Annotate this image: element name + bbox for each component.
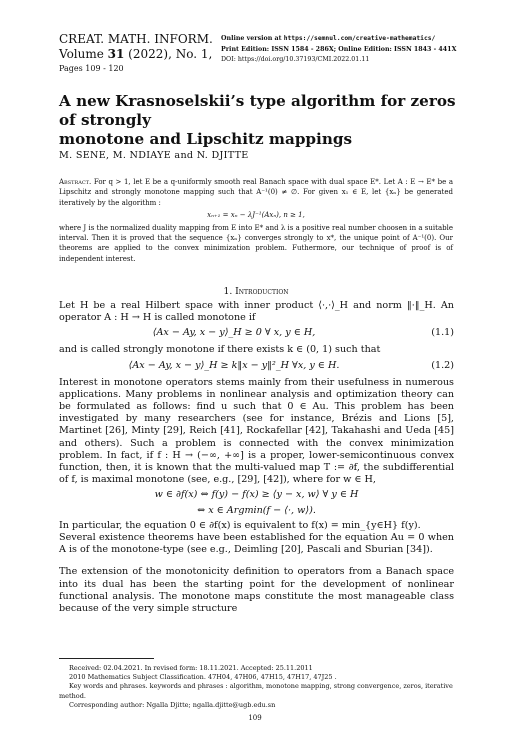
equation-1-1: ⟨Ax − Ay, x − y⟩_H ≥ 0 ∀ x, y ∈ H, (1.1) xyxy=(152,327,454,339)
abstract-label: Abstract. xyxy=(59,178,92,186)
doi-line[interactable]: DOI: https://doi.org/10.37193/CMI.2022.01.11 xyxy=(221,56,370,63)
publication-info xyxy=(221,34,481,66)
footnote-msc: 2010 Mathematics Subject Classification. 47H04, 47H06, 47H15, 47H17, 47J25 . xyxy=(69,673,337,682)
footnote-rule xyxy=(59,658,154,659)
paragraph-3: Interest in monotone operators stems mainly from their usefulness in numerous applications. Many problems in nonlinear analysis and optimization theory can be formulated as follows: find u such that 0 ∈ Au. This problem has been investigated by many researchers (see for instance, Brézis and Lions [5], Martinet [26], Minty [29], Reich [41], Rockafellar [42], Takahashi and Ueda [45] and others). Such a problem is connected with the convex minimization problem. In fact, if f : H → (−∞, +∞] is a proper, lower-semicontinuous convex function, then, it is known that the multi-valued map T := ∂f, the subdifferential of f, is maximal monotone (see, e.g., [29], [42]), where for w ∈ H, xyxy=(59,376,454,486)
paper-authors: M. SENE, M. NDIAYE and N. DJITTE xyxy=(59,150,249,161)
abstract-text-1: For q > 1, let E be a q-uniformly smooth real Banach space with dual space E*. Let A : E → E* be a Lipschitz and strongly monotone mapping such that A⁻¹(0) ≠ ∅. For given x₁ ∈ E, let {xₙ} be generated iteratively by the algorithm : xyxy=(59,178,453,207)
journal-name: CREAT. MATH. INFORM. xyxy=(59,32,213,46)
footnote-received: Received: 02.04.2021. In revised form: 18.11.2021. Accepted: 25.11.2011 xyxy=(69,664,313,672)
body-text xyxy=(59,300,454,615)
page-number: 109 xyxy=(248,714,262,722)
abstract-text-2: where J is the normalized duality mapping from E into E* and λ is a positive real number choosen in a suitable interval. Then it is proved that the sequence {xₙ} converges strongly to x*, the unique point of A⁻¹(0). Our theorems are applied to the convex minimization problem. Futhermore, our technique of proof is of independent interest. xyxy=(59,223,453,263)
online-version: Online version at https://semnul.com/creative-mathematics/ xyxy=(221,35,436,42)
footnote-corresponding: Corresponding author: Ngalla Djitte; ngalla.djitte@ugb.edu.sn xyxy=(69,700,276,709)
paragraph-1: Let H be a real Hilbert space with inner product ⟨·,·⟩_H and norm ‖·‖_H. An operator A : H → H is called monotone if xyxy=(59,300,454,324)
abstract xyxy=(59,177,453,264)
equation-subdifferential: w ∈ ∂f(x) ⇔ f(y) − f(x) ≥ ⟨y − x, w⟩ ∀ y ∈ H xyxy=(154,489,359,501)
journal-volume: Volume 31 (2022), No. 1, xyxy=(59,47,213,61)
journal-header xyxy=(59,32,219,75)
online-url[interactable]: https://semnul.com/creative-mathematics/ xyxy=(283,35,436,42)
journal-pages: Pages 109 - 120 xyxy=(59,64,124,73)
paragraph-4: In particular, the equation 0 ∈ ∂f(x) is equivalent to f(x) = min_{y∈H} f(y). xyxy=(59,519,421,531)
issn-line: Print Edition: ISSN 1584 - 286X; Online Edition: ISSN 1843 - 441X xyxy=(221,45,457,53)
paragraph-2: and is called strongly monotone if there exists k ∈ (0, 1) such that xyxy=(59,344,381,356)
paragraph-5: Several existence theorems have been established for the equation Au = 0 when A is of the monotone-type (see e.g., Deimling [20], Pascali and Sburian [34]). xyxy=(59,532,454,556)
section-heading: 1. Introduction xyxy=(223,286,289,297)
equation-1-2: ⟨Ax − Ay, x − y⟩_H ≥ k‖x − y‖²_H ∀x, y ∈ H. (1.2) xyxy=(128,359,454,371)
paper-title: A new Krasnoselskii’s type algorithm for zeros of strongly monotone and Lipschitz mappings xyxy=(59,92,456,148)
equation-argmin: ⇔ x ∈ Argmin(f − ⟨·, w⟩). xyxy=(197,504,316,516)
footnote-keywords: Key words and phrases. keywords and phrases : algorithm, monotone mapping, strong convergence, zeros, iterative method. xyxy=(59,682,453,700)
equation-number: (1.2) xyxy=(431,359,454,371)
equation-number: (1.1) xyxy=(431,327,454,339)
abstract-equation: xₙ₊₁ = xₙ − λJ⁻¹(Axₙ), n ≥ 1, xyxy=(207,211,305,220)
footnotes xyxy=(59,664,453,710)
paragraph-6: The extension of the monotonicity definition to operators from a Banach space into its dual has been the starting point for the development of nonlinear functional analysis. The monotone maps constitute the most manageable class because of the very simple structure xyxy=(59,566,454,615)
